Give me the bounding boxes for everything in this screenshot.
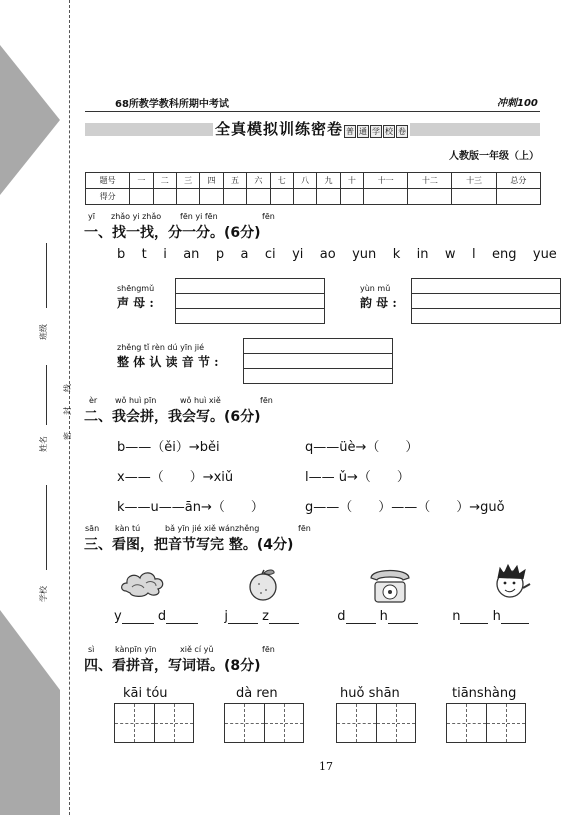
score-header: 十一 — [364, 173, 408, 189]
letter: b — [117, 247, 126, 262]
q1-pinyin-3: fēn yi fēn — [180, 212, 218, 221]
q3-blank[interactable] — [346, 611, 376, 624]
exam-name: 68所教学教科所期中考试 — [115, 99, 229, 110]
letter: a — [240, 247, 249, 262]
edition: 人教版一年级（上） — [449, 151, 539, 162]
q3-letter: h — [379, 609, 388, 624]
q2-pinyin-4: fēn — [260, 396, 273, 405]
q2-pinyin-3: wǒ huì xiě — [180, 396, 221, 405]
child-icon — [490, 562, 534, 606]
q4-word-1: kāi tóu — [123, 686, 168, 701]
tag-1: 普 — [346, 127, 355, 136]
score-cell[interactable] — [340, 189, 363, 205]
q3-pinyin-2: kàn tú — [115, 524, 141, 533]
letter: k — [392, 247, 401, 262]
score-header: 总分 — [496, 173, 540, 189]
q3-pinyin-3: bǎ yīn jié xiě wánzhěng — [165, 524, 260, 533]
yunmu-pinyin: yùn mǔ — [360, 284, 391, 293]
orange-icon — [247, 566, 279, 602]
letter: l — [471, 247, 476, 262]
score-cell[interactable] — [293, 189, 316, 205]
score-cell[interactable] — [270, 189, 293, 205]
q4-pinyin-4: fēn — [262, 645, 275, 654]
score-header: 四 — [200, 173, 223, 189]
letter: yue — [532, 247, 557, 262]
q2-line1a: b——（ěi）→běi — [117, 440, 220, 455]
q2-line2b: l—— ǔ→（ ） — [305, 470, 410, 485]
letter: i — [163, 247, 167, 262]
school-label: 学校 — [39, 586, 48, 602]
q2-line3b: g——（ ）——（ ）→guǒ — [305, 500, 505, 515]
zhengti-label: 整 体 认 读 音 节 : — [117, 355, 219, 369]
margin-triangle-top — [0, 45, 60, 195]
yunmu-answer-box[interactable] — [411, 278, 561, 324]
header-rule — [85, 111, 540, 112]
letter: ao — [319, 247, 336, 262]
letter: an — [183, 247, 200, 262]
q1-title: 一、找一找，分一分。(6分) — [84, 225, 261, 241]
page-number: 17 — [319, 760, 333, 773]
q1-pinyin-4: fēn — [262, 212, 275, 221]
seal-char-2: 封 — [63, 407, 72, 415]
q3-blank[interactable] — [269, 611, 299, 624]
q4-pinyin-3: xiě cí yǔ — [180, 645, 214, 654]
q4-writing-grid-1[interactable] — [114, 703, 194, 743]
score-header: 十二 — [408, 173, 452, 189]
tag-2: 通 — [359, 127, 368, 136]
q2-line2a: x——（ ）→xiǔ — [117, 470, 234, 485]
letter: in — [416, 247, 429, 262]
score-cell[interactable] — [130, 189, 153, 205]
score-cell[interactable] — [223, 189, 246, 205]
score-row-label: 题号 — [86, 173, 130, 189]
class-line — [46, 243, 47, 308]
zhengti-answer-box[interactable] — [243, 338, 393, 384]
zhengti-pinyin: zhěng tǐ rèn dú yīn jié — [117, 343, 205, 352]
q3-letter: y — [114, 609, 122, 624]
q4-writing-grid-2[interactable] — [224, 703, 304, 743]
q2-pinyin-2: wǒ huì pīn — [115, 396, 157, 405]
score-header: 七 — [270, 173, 293, 189]
page-title: 全真模拟训练密卷 — [215, 120, 344, 138]
name-line — [46, 365, 47, 425]
yunmu-label: 韵 母 : — [360, 296, 397, 310]
score-header: 一 — [130, 173, 153, 189]
q3-blank[interactable] — [122, 611, 154, 624]
class-label: 班级 — [39, 324, 48, 340]
score-cell[interactable] — [317, 189, 340, 205]
title-block — [213, 118, 410, 139]
score-header: 十三 — [452, 173, 496, 189]
score-cell[interactable] — [364, 189, 408, 205]
q4-title: 四、看拼音，写词语。(8分) — [84, 658, 261, 674]
score-header: 三 — [176, 173, 199, 189]
q3-letter: h — [492, 609, 501, 624]
score-header: 九 — [317, 173, 340, 189]
letter: w — [444, 247, 456, 262]
tag-3: 学 — [372, 127, 381, 136]
score-cell[interactable] — [247, 189, 270, 205]
q2-title: 二、我会拼，我会写。(6分) — [84, 409, 261, 425]
q3-title: 三、看图，把音节写完 整。(4分) — [84, 537, 294, 553]
shengmu-pinyin: shēngmǔ — [117, 284, 155, 293]
q3-letter: n — [452, 609, 461, 624]
seal-char-1: 线 — [63, 384, 72, 392]
q4-writing-grid-4[interactable] — [446, 703, 526, 743]
name-label: 姓名 — [39, 436, 48, 452]
q3-letter: j — [224, 609, 229, 624]
score-cell[interactable] — [452, 189, 496, 205]
q2-line1b: q——üè→（ ） — [305, 440, 419, 455]
score-cell[interactable] — [153, 189, 176, 205]
q4-pinyin-2: kànpīn yīn — [115, 645, 157, 654]
letter: yi — [292, 247, 304, 262]
letter: yun — [352, 247, 377, 262]
q2-pinyin-1: èr — [89, 396, 98, 405]
q2-line3a: k——u——ān→（ ） — [117, 500, 264, 515]
q4-writing-grid-3[interactable] — [336, 703, 416, 743]
score-cell[interactable] — [408, 189, 452, 205]
q1-letters-row — [117, 247, 557, 262]
telephone-icon — [365, 566, 415, 606]
q3-letter: d — [337, 609, 346, 624]
q3-letter: d — [157, 609, 167, 624]
score-header: 五 — [223, 173, 246, 189]
score-header: 十 — [340, 173, 363, 189]
q4-pinyin-1: sì — [88, 645, 95, 654]
score-header: 八 — [293, 173, 316, 189]
q3-blank[interactable] — [228, 611, 258, 624]
score-cell[interactable] — [200, 189, 223, 205]
cloud-icon — [118, 565, 168, 599]
score-header: 六 — [247, 173, 270, 189]
school-line — [46, 485, 47, 570]
letter: ci — [264, 247, 276, 262]
tag-5: 卷 — [398, 127, 407, 136]
tag-4: 校 — [385, 127, 394, 136]
letter: p — [215, 247, 225, 262]
q3-pinyin-4: fēn — [298, 524, 311, 533]
brand: 冲刺100 — [497, 98, 538, 109]
shengmu-answer-box[interactable] — [175, 278, 325, 324]
q3-answers — [114, 609, 564, 624]
q3-blank[interactable] — [166, 611, 198, 624]
q3-pinyin-1: sān — [85, 524, 100, 533]
score-table — [85, 172, 541, 205]
seal-char-3: 密 — [63, 432, 72, 440]
q3-blank[interactable] — [388, 611, 418, 624]
q4-word-4: tiānshàng — [452, 686, 517, 701]
letter: t — [141, 247, 147, 262]
q3-blank[interactable] — [460, 611, 488, 624]
margin-stripe — [0, 690, 60, 815]
score-cell[interactable] — [496, 189, 540, 205]
score-row-label: 得分 — [86, 189, 130, 205]
letter: eng — [491, 247, 517, 262]
q4-word-2: dà ren — [236, 686, 278, 701]
q1-pinyin-1: yī — [88, 212, 95, 221]
q4-word-3: huǒ shān — [340, 686, 400, 701]
q3-letter: z — [262, 609, 269, 624]
q1-pinyin-2: zhǎo yi zhǎo — [111, 212, 162, 221]
score-header: 二 — [153, 173, 176, 189]
q3-blank[interactable] — [501, 611, 529, 624]
shengmu-label: 声 母 : — [117, 296, 154, 310]
score-cell[interactable] — [176, 189, 199, 205]
